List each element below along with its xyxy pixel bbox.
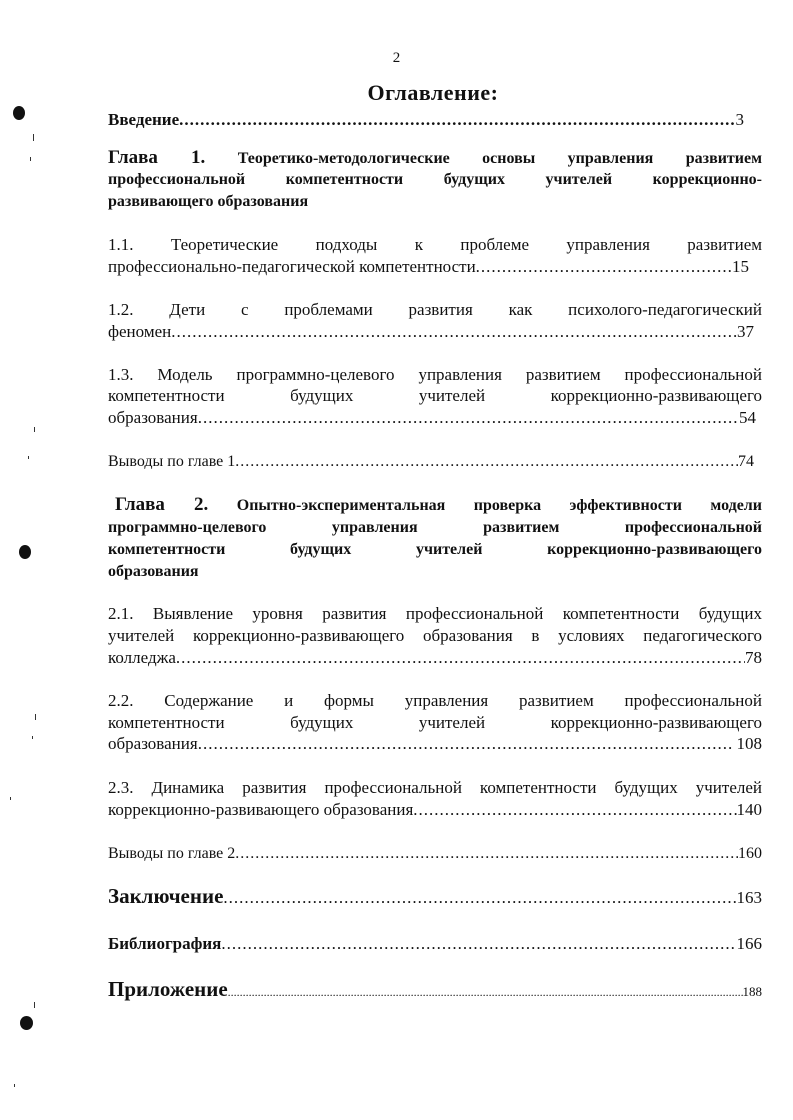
chapter-title-text: Теоретико-методологические основы управления развитием: [237, 150, 763, 167]
toc-entry-intro: [108, 109, 744, 131]
toc-entry-2-3-line1: 2.3. Динамика развития профессиональной компетентности будущих учителей: [108, 778, 762, 797]
toc-entry-2-1-line1: 2.1. Выявление уровня развития профессиональной компетентности будущих: [108, 604, 762, 623]
toc-entry-conclusions-1: [108, 451, 754, 473]
toc-label: образования: [108, 734, 198, 753]
chapter-number: Глава 1.: [108, 147, 206, 168]
toc-entry-1-3-line2: компетентности будущих учителей коррекционно-развивающего: [108, 386, 762, 405]
chapter-title-text: Опытно-экспериментальная проверка эффективности модели: [236, 497, 763, 514]
chapter-1-line2: профессиональной компетентности будущих учителей коррекционно-: [108, 171, 762, 188]
toc-entry-1-3-line1: 1.3. Модель программно-целевого управления развитием профессиональной: [108, 365, 762, 384]
scan-mark: [30, 157, 31, 161]
leader-dots: [171, 321, 737, 343]
leader-dots: [198, 407, 739, 429]
toc-page: 160: [738, 845, 762, 862]
toc-entry-bibliography: [108, 933, 762, 955]
scan-mark: [14, 1084, 15, 1087]
toc-label: Заключение: [108, 885, 224, 908]
leader-dots: [235, 843, 738, 865]
toc-page: 78: [745, 648, 762, 667]
toc-entry-appendix: [108, 978, 762, 1003]
toc-page: 37: [737, 322, 754, 341]
scan-mark: [33, 134, 34, 141]
toc-entry-2-1: [108, 647, 762, 669]
leader-dots: [221, 933, 736, 955]
toc-page: 15: [732, 257, 749, 276]
scan-mark: [34, 1002, 35, 1008]
leader-dots: [413, 799, 736, 821]
toc-page: 74: [738, 453, 754, 470]
leader-dots: [235, 451, 738, 473]
toc-entry-1-3: [108, 407, 756, 429]
toc-label: Введение: [108, 110, 180, 129]
toc-entry-conclusions-2: [108, 843, 762, 865]
scan-mark: [19, 545, 31, 559]
toc-entry-conclusion: [108, 885, 762, 909]
toc-label: профессионально-педагогической компетентности: [108, 257, 476, 276]
toc-entry-1-1: [108, 256, 749, 278]
toc-entry-2-3: [108, 799, 762, 821]
toc-label: Библиография: [108, 934, 222, 953]
leader-dots: [179, 109, 735, 131]
toc-page: 163: [736, 888, 762, 907]
toc-label: Выводы по главе 2: [108, 845, 236, 862]
scan-mark: [10, 797, 11, 800]
toc-label: образования: [108, 408, 198, 427]
leader-dots: [476, 256, 732, 278]
leader-dots: [228, 981, 743, 1003]
toc-label: колледжа: [108, 648, 176, 667]
scan-mark: [34, 427, 35, 432]
toc-entry-2-2-line2: компетентности будущих учителей коррекционно-развивающего: [108, 713, 762, 732]
toc-entry-2-1-line2: учителей коррекционно-развивающего образования в условиях педагогического: [108, 626, 762, 645]
toc-entry-1-2: [108, 321, 754, 343]
toc-page: 166: [736, 934, 762, 953]
chapter-number: Глава 2.: [115, 494, 209, 515]
toc-page: 188: [742, 984, 762, 999]
toc-page: 3: [735, 110, 744, 129]
leader-dots: [198, 733, 733, 755]
toc-label: Выводы по главе 1: [108, 453, 236, 470]
leader-dots: [223, 887, 736, 909]
page-number: 2: [392, 50, 401, 66]
scan-mark: [20, 1016, 33, 1030]
toc-label: Приложение: [108, 978, 228, 1001]
chapter-1-line3: развивающего образования: [108, 193, 309, 210]
toc-entry-1-1-line1: 1.1. Теоретические подходы к проблеме управления развитием: [108, 235, 762, 254]
scan-mark: [35, 714, 36, 720]
toc-label: коррекционно-развивающего образования: [108, 800, 414, 819]
toc-page: 54: [739, 408, 756, 427]
chapter-2-line4: образования: [108, 563, 199, 580]
toc-page: 108: [736, 734, 762, 753]
toc-entry-2-2-line1: 2.2. Содержание и формы управления развитием профессиональной: [108, 691, 762, 710]
chapter-2-line2: программно-целевого управления развитием профессиональной: [108, 519, 762, 536]
toc-entry-2-2: [108, 733, 762, 755]
chapter-2-line3: компетентности будущих учителей коррекционно-развивающего: [108, 541, 762, 558]
leader-dots: [176, 647, 745, 669]
toc-label: феномен: [108, 322, 172, 341]
toc-entry-1-2-line1: 1.2. Дети с проблемами развития как психолого-педагогический: [108, 300, 762, 319]
page-title: Оглавление:: [367, 80, 499, 105]
scan-mark: [13, 106, 25, 120]
toc-page: 140: [736, 800, 762, 819]
scan-mark: [28, 456, 29, 459]
chapter-1-line1: [108, 148, 762, 169]
chapter-2-line1: [115, 495, 762, 516]
scan-mark: [32, 736, 33, 739]
